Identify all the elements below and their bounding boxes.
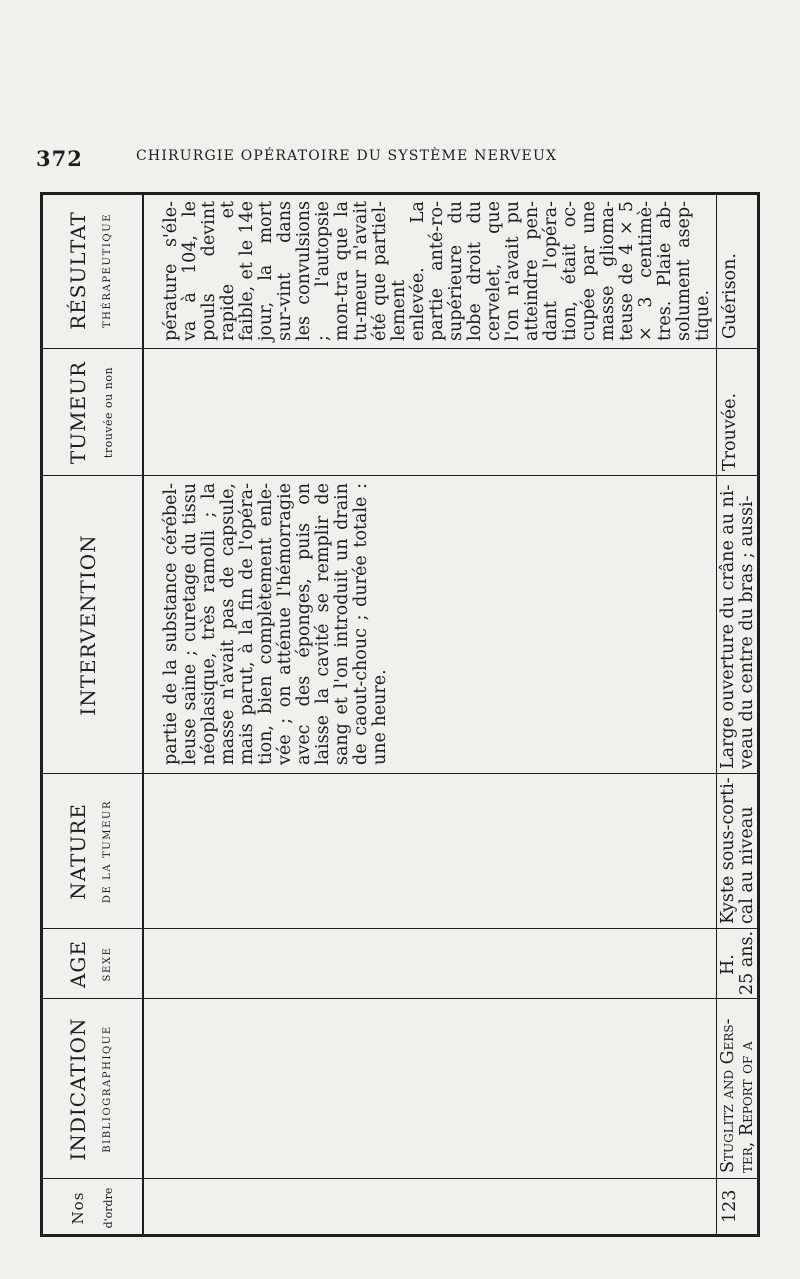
row-age-line2: 25 ans. — [737, 930, 757, 995]
header-intervention-title: INTERVENTION — [76, 534, 100, 716]
table-right-border — [40, 192, 760, 195]
row-nature-line2: cal au niveau — [737, 806, 757, 924]
row-intervention-line1: Large ouverture du crâne au ni- — [718, 484, 738, 769]
col-divider — [40, 928, 760, 929]
page-number: 372 — [36, 146, 83, 171]
header-indication-sub: BIBLIOGRAPHIQUE — [102, 1025, 113, 1153]
header-resultat-title: RÉSULTAT — [66, 211, 90, 330]
header-age-sub: SEXE — [102, 946, 113, 982]
header-resultat — [66, 192, 113, 349]
col-divider — [40, 1178, 760, 1179]
continued-resultat-text: pérature s'éle-va à 104, le pouls devint rapide et faible, et le 14e jour, la mort sur-vint dans les convulsions ; l'autopsie mon-tra que la tu-meur n'avait été que partiel-lement enlevée. La partie anté-ro-supérieure du lobe droit du cervelet, que l'on n'avait pu atteindre pen-dant l'opéra-tion, était oc-cupée par une masse glioma-teuse de 4 × 5 × 3 centimè-tres. Plaie ab-solument asep-tique. — [161, 201, 713, 341]
header-tumeur-title: TUMEUR — [66, 360, 90, 465]
header-nature-sub: DE LA TUMEUR — [102, 799, 113, 904]
header-nature — [66, 774, 113, 929]
row-age-line1: H. — [718, 954, 738, 975]
header-tumeur — [66, 349, 115, 476]
col-divider — [40, 348, 760, 349]
row-tumeur: Trouvée. — [720, 392, 740, 471]
col-divider — [40, 475, 760, 476]
running-head: CHIRURGIE OPÉRATOIRE DU SYSTÈME NERVEUX — [136, 148, 558, 164]
col-divider — [40, 998, 760, 999]
header-tumeur-sub: trouvée ou non — [102, 366, 115, 459]
rotated-table — [40, 192, 760, 1237]
col-divider — [40, 773, 760, 774]
row-nature-line1: Kyste sous-corti- — [718, 777, 738, 924]
header-resultat-sub: THÉRAPEUTIQUE — [102, 212, 113, 329]
continued-intervention-text: partie de la substance cérébel-leuse saine ; curetage du tissu néoplasique, très ramolli ; la masse n'avait pas de capsule, mais parut, à la fin de l'opéra-tion, bien complètement enle-vée ; on atténue l'hémorragie avec des éponges, puis on laisse la cavité se remplir de sang et l'on introduit un drain de caout-chouc ; durée totale : une heure. — [161, 483, 390, 765]
header-indication — [66, 999, 113, 1179]
header-order — [66, 1179, 115, 1237]
header-order-title: Nos — [69, 1191, 87, 1225]
row-number: 123 — [720, 1189, 740, 1223]
row-intervention-line2: veau du centre du bras ; aussi- — [737, 495, 757, 769]
header-age — [66, 929, 113, 999]
row-indication-line2: ter, Report of a — [737, 1041, 757, 1173]
header-order-sub: d'ordre — [102, 1187, 115, 1229]
header-nature-title: NATURE — [66, 803, 90, 900]
header-indication-title: INDICATION — [66, 1017, 90, 1161]
row-indication-line1: Stuglitz and Gers- — [718, 1018, 738, 1173]
table-left-border — [40, 1234, 760, 1237]
header-age-title: AGE — [66, 939, 90, 989]
row-resultat: Guérison. — [720, 253, 740, 339]
header-intervention — [76, 476, 100, 774]
